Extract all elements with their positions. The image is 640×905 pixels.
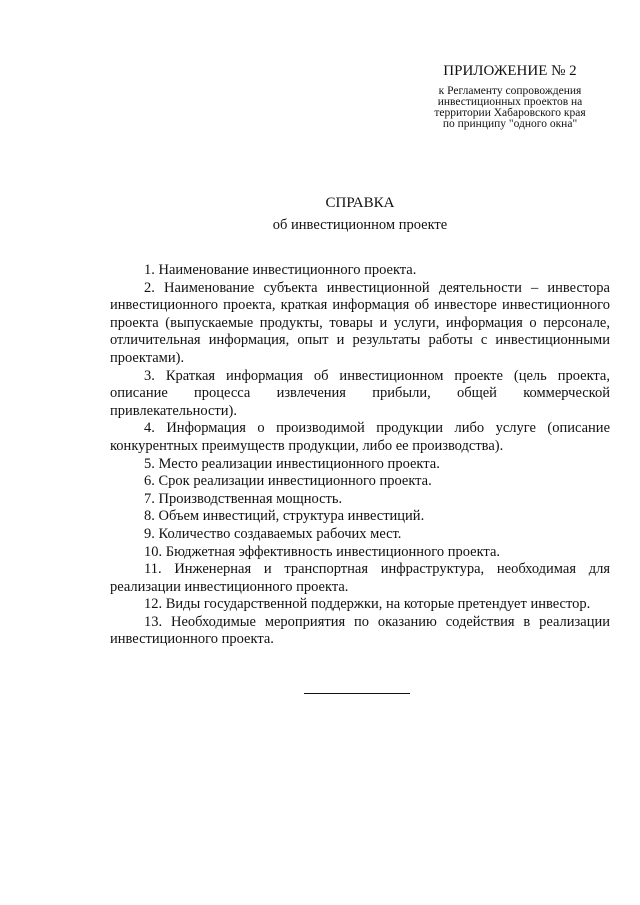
document-heading xyxy=(0,194,640,234)
list-item: 1. Наименование инвестиционного проекта. xyxy=(144,262,417,278)
appendix-line: инвестиционных проектов на xyxy=(437,96,583,108)
appendix-line: по принципу "одного окна" xyxy=(442,118,578,130)
appendix-line: к Регламенту сопровождения xyxy=(438,85,582,97)
list-item: 9. Количество создаваемых рабочих мест. xyxy=(144,525,402,542)
list-item: 5. Место реализации инвестиционного проекта. xyxy=(144,455,440,472)
list-item: 7. Производственная мощность. xyxy=(144,490,343,507)
list-item: 3. Краткая информация об инвестиционном проекте (цель проекта, описание процесса извлечения прибыли, общей коммерческой привлекательности). xyxy=(110,367,610,419)
document-title: СПРАВКА xyxy=(325,195,395,211)
end-divider xyxy=(304,693,410,694)
appendix-line: территории Хабаровского края xyxy=(434,107,586,119)
list-item: 2. Наименование субъекта инвестиционной деятельности – инвестора инвестиционного проекта, краткая информация об инвесторе инвестиционного проекта (выпускаемые продукты, товары и услуги, информация о персонале, отличительная информация, опыт и результаты работы с инвестиционными проектами). xyxy=(110,279,610,366)
list-item: 4. Информация о производимой продукции либо услуге (описание конкурентных преимуществ продукции, либо ее производства). xyxy=(110,420,610,454)
list-item: 8. Объем инвестиций, структура инвестиций. xyxy=(144,508,425,525)
list-item: 10. Бюджетная эффективность инвестиционного проекта. xyxy=(144,543,501,560)
items-list xyxy=(110,262,610,649)
appendix-block xyxy=(400,62,620,130)
list-item: 13. Необходимые мероприятия по оказанию содействия в реализации инвестиционного проекта. xyxy=(110,613,610,648)
appendix-title: ПРИЛОЖЕНИЕ № 2 xyxy=(443,63,577,79)
document-subtitle: об инвестиционном проекте xyxy=(272,217,448,233)
list-item: 11. Инженерная и транспортная инфраструктура, необходимая для реализации инвестиционного проекта. xyxy=(110,561,610,595)
list-item: 12. Виды государственной поддержки, на которые претендует инвестор. xyxy=(144,596,591,613)
list-item: 6. Срок реализации инвестиционного проекта. xyxy=(144,473,432,490)
